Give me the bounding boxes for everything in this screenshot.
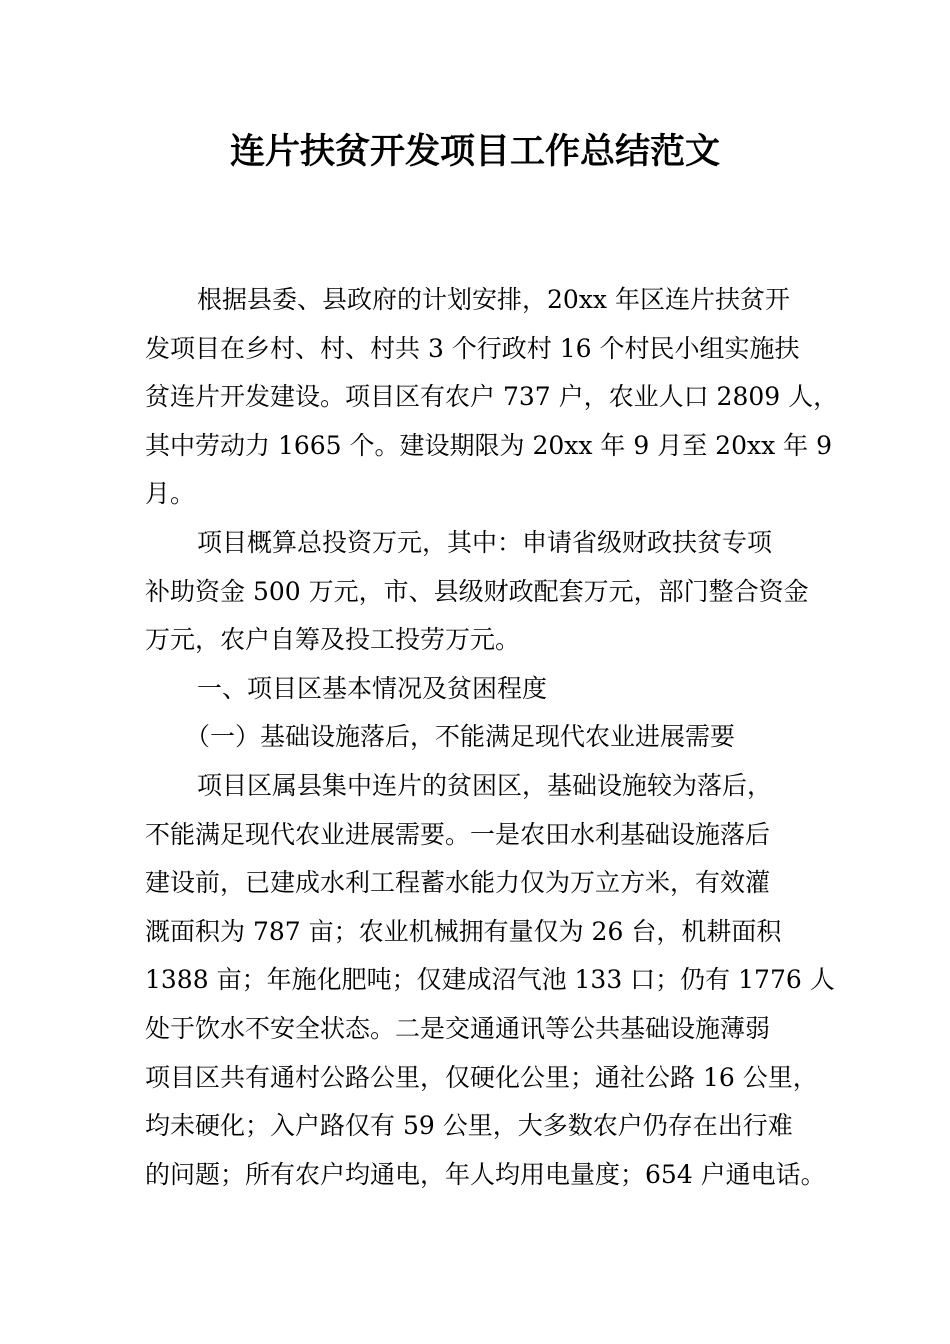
text-line: 均未硬化；入户路仅有 59 公里，大多数农户仍存在出行难 [145, 1111, 793, 1141]
text-line: 贫连片开发建设。项目区有农户 737 户，农业人口 2809 人， [145, 382, 839, 412]
text-line: 1388 亩；年施化肥吨；仅建成沼气池 133 口；仍有 1776 人 [145, 965, 835, 995]
text-line: 溉面积为 787 亩；农业机械拥有量仅为 26 台，机耕面积 [145, 916, 782, 946]
text-line: 一、项目区基本情况及贫困程度 [197, 673, 548, 703]
text-line: 不能满足现代农业进展需要。一是农田水利基础设施落后 [145, 819, 771, 849]
text-line: 的问题；所有农户均通电，年人均用电量度；654 户通电话。 [145, 1159, 826, 1189]
text-line: 处于饮水不安全状态。二是交通通讯等公共基础设施薄弱 [145, 1013, 771, 1043]
text-line: 根据县委、县政府的计划安排，20xx 年区连片扶贫开 [197, 285, 790, 314]
text-line: 项目概算总投资万元，其中：申请省级财政扶贫专项 [197, 527, 773, 557]
document-body [145, 276, 839, 1199]
text-line: 建设前，已建成水利工程蓄水能力仅为万立方米，有效灌 [145, 868, 771, 898]
text-line: 项目区属县集中连片的贫困区，基础设施较为落后， [197, 770, 773, 800]
text-line: （一）基础设施落后，不能满足现代农业进展需要 [185, 722, 736, 752]
text-line: 万元，农户自筹及投工投劳万元。 [145, 625, 521, 655]
text-line: 补助资金 500 万元，市、县级财政配套万元，部门整合资金 [145, 576, 809, 606]
text-line: 月。 [145, 479, 196, 509]
document-title: 连片扶贫开发项目工作总结范文 [229, 132, 720, 172]
text-line: 发项目在乡村、村、村共 3 个行政村 16 个村民小组实施扶 [145, 333, 800, 363]
text-line: 其中劳动力 1665 个。建设期限为 20xx 年 9 月至 20xx 年 9 [145, 430, 832, 460]
text-line: 项目区共有通村公路公里，仅硬化公里；通社公路 16 公里， [145, 1062, 818, 1092]
